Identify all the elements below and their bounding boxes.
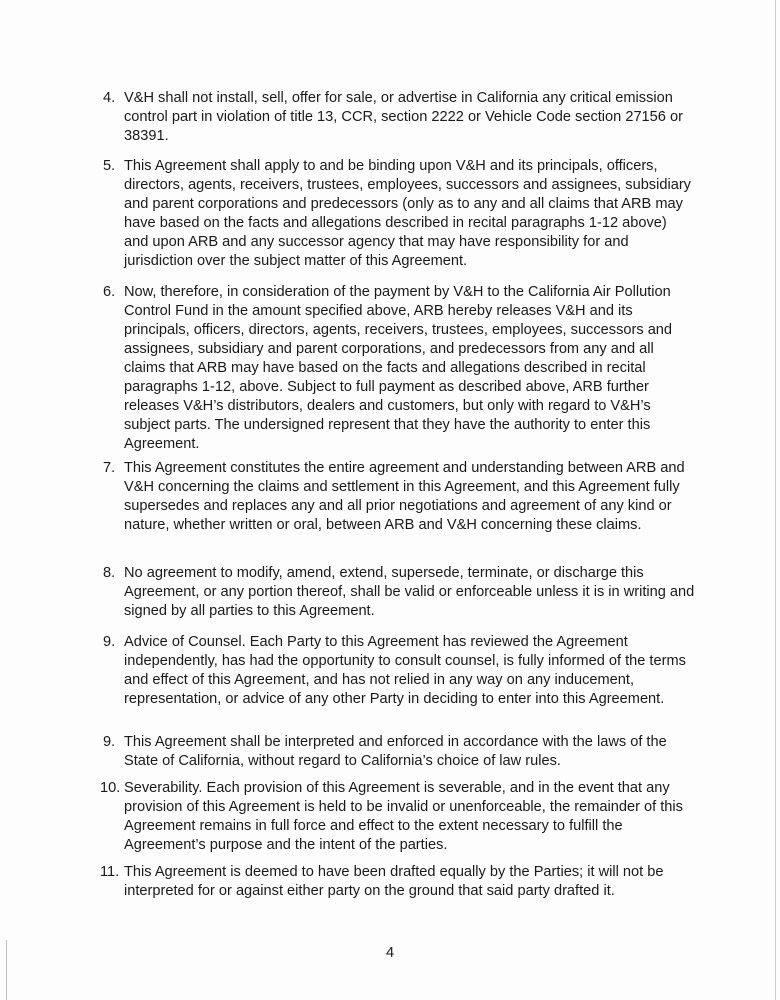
paragraph-item xyxy=(100,863,695,901)
paragraph-number: 8. xyxy=(103,565,116,581)
paragraph-text: This Agreement constitutes the entire agreement and understanding between ARB and V&H concerning the claims and settlement in this Agreement, and this Agreement fully supersedes and replaces any and all prior negotiations and agreement of any kind or nature, whether written or oral, between ARB and V&H concerning these claims. xyxy=(124,460,685,533)
paragraph-text: Advice of Counsel. Each Party to this Agreement has reviewed the Agreement independently, has had the opportunity to consult counsel, is fully informed of the terms and effect of this Agreement, and has not relied in any way on any inducement, representation, or advice of any other Party in deciding to enter into this Agreement. xyxy=(124,634,686,707)
paragraph-item xyxy=(103,459,695,535)
paragraph-item xyxy=(100,779,695,855)
paragraph-text: This Agreement shall apply to and be binding upon V&H and its principals, officers, directors, agents, receivers, trustees, employees, successors and assignees, subsidiary and parent corporations and predecessors (only as to any and all claims that ARB may have based on the facts and allegations described in recital paragraphs 1-12 above) and upon ARB and any successor agency that may have responsibility for and jurisdiction over the subject matter of this Agreement. xyxy=(124,158,691,269)
paragraph-text: Now, therefore, in consideration of the payment by V&H to the California Air Pollution Control Fund in the amount specified above, ARB hereby releases V&H and its principals, officers, directors, agents, receivers, trustees, employees, successors and assignees, subsidiary and parent corporations, and predecessors from any and all claims that ARB may have based on the facts and allegations described in recital paragraphs 1-12, above. Subject to full payment as described above, ARB further releases V&H’s distributors, dealers and customers, but only with regard to V&H’s subject parts. The undersigned represent that they have the authority to enter this Agreement. xyxy=(124,284,673,452)
paragraph-text: This Agreement is deemed to have been drafted equally by the Parties; it will not be interpreted for or against either party on the ground that said party drafted it. xyxy=(124,864,664,899)
paragraph-item xyxy=(103,733,695,771)
paragraph-number: 5. xyxy=(103,158,116,174)
paragraph-item xyxy=(103,564,695,621)
page-number: 4 xyxy=(385,945,395,961)
paragraph-item xyxy=(103,633,695,709)
paragraph-text: Severability. Each provision of this Agreement is severable, and in the event that any provision of this Agreement is held to be invalid or unenforceable, the remainder of this Agreement remains in full force and effect to the extent necessary to fulfill the Agreement’s purpose and the intent of the parties. xyxy=(124,780,683,853)
paragraph-number: 11. xyxy=(100,864,120,880)
paragraph-number: 10. xyxy=(100,780,121,796)
paragraph-number: 9. xyxy=(103,734,116,750)
paragraph-text: This Agreement shall be interpreted and enforced in accordance with the laws of the State of California, without regard to California’s choice of law rules. xyxy=(124,734,667,769)
paragraph-item xyxy=(103,283,695,454)
paragraph-number: 9. xyxy=(103,634,116,650)
paragraph-number: 4. xyxy=(103,90,116,106)
paragraph-number: 6. xyxy=(103,284,116,300)
paragraph-number: 7. xyxy=(103,460,116,476)
paragraph-item xyxy=(103,157,695,271)
paragraph-item xyxy=(103,89,695,146)
paragraph-text: V&H shall not install, sell, offer for sale, or advertise in California any critical emission control part in violation of title 13, CCR, section 2222 or Vehicle Code section 27156 or 38391. xyxy=(124,90,683,144)
paragraph-text: No agreement to modify, amend, extend, supersede, terminate, or discharge this Agreement, or any portion thereof, shall be valid or enforceable unless it is in writing and signed by all parties to this Agreement. xyxy=(124,565,695,619)
scan-edge xyxy=(775,0,776,1000)
